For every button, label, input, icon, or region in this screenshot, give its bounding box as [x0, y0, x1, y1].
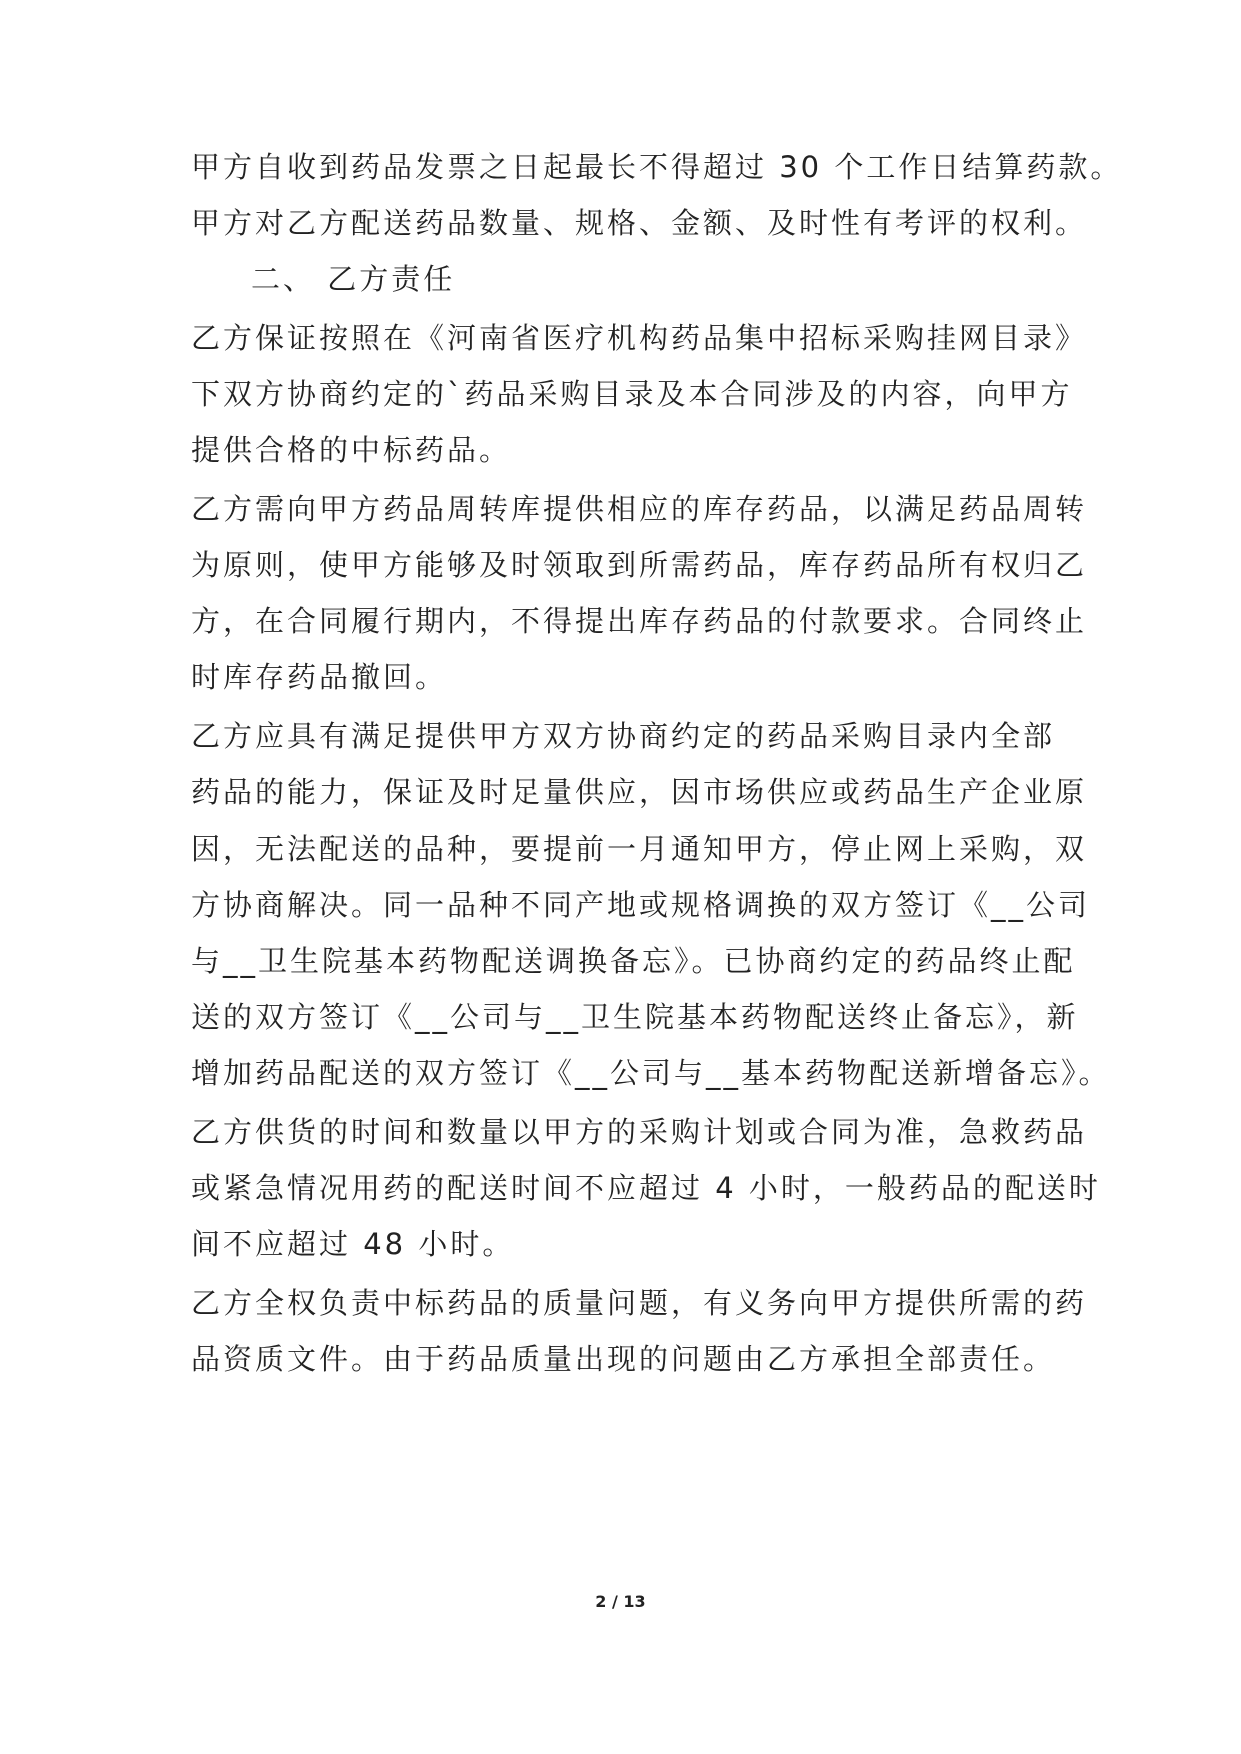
text-line: 与__卫生院基本药物配送调换备忘》。已协商约定的药品终止配	[191, 944, 1076, 978]
page-number: 2 / 13	[595, 1592, 646, 1611]
text-line: 提供合格的中标药品。	[191, 433, 512, 467]
text-line: 乙方全权负责中标药品的质量问题，有义务向甲方提供所需的药	[191, 1286, 1088, 1320]
text-line: 增加药品配送的双方签订《__公司与__基本药物配送新增备忘》。	[191, 1056, 1111, 1090]
text-line: 或紧急情况用药的配送时间不应超过 4 小时，一般药品的配送时	[191, 1171, 1101, 1205]
text-line: 间不应超过 48 小时。	[191, 1227, 515, 1261]
text-line: 送的双方签订《__公司与__卫生院基本药物配送终止备忘》，新	[191, 1000, 1079, 1034]
text-line: 时库存药品撤回。	[191, 660, 448, 694]
text-line: 下双方协商约定的`药品采购目录及本合同涉及的内容，向甲方	[191, 377, 1073, 411]
text-line: 乙方供货的时间和数量以甲方的采购计划或合同为准，急救药品	[191, 1115, 1088, 1149]
text-line: 因，无法配送的品种，要提前一月通知甲方，停止网上采购，双	[191, 832, 1088, 866]
text-line: 乙方保证按照在《河南省医疗机构药品集中招标采购挂网目录》	[191, 321, 1088, 355]
text-line: 方协商解决。同一品种不同产地或规格调换的双方签订《__公司	[191, 888, 1091, 922]
text-line: 甲方对乙方配送药品数量、规格、金额、及时性有考评的权利。	[191, 206, 1088, 240]
text-line: 乙方应具有满足提供甲方双方协商约定的药品采购目录内全部	[191, 719, 1056, 753]
text-line: 乙方需向甲方药品周转库提供相应的库存药品，以满足药品周转	[191, 492, 1088, 526]
text-line: 甲方自收到药品发票之日起最长不得超过 30 个工作日结算药款。	[191, 150, 1123, 184]
text-line: 为原则，使甲方能够及时领取到所需药品，库存药品所有权归乙	[191, 548, 1088, 582]
section-heading: 二、 乙方责任	[251, 262, 456, 296]
text-line: 药品的能力，保证及时足量供应，因市场供应或药品生产企业原	[191, 775, 1088, 809]
text-line: 品资质文件。由于药品质量出现的问题由乙方承担全部责任。	[191, 1342, 1056, 1376]
text-line: 方，在合同履行期内，不得提出库存药品的付款要求。合同终止	[191, 604, 1088, 638]
